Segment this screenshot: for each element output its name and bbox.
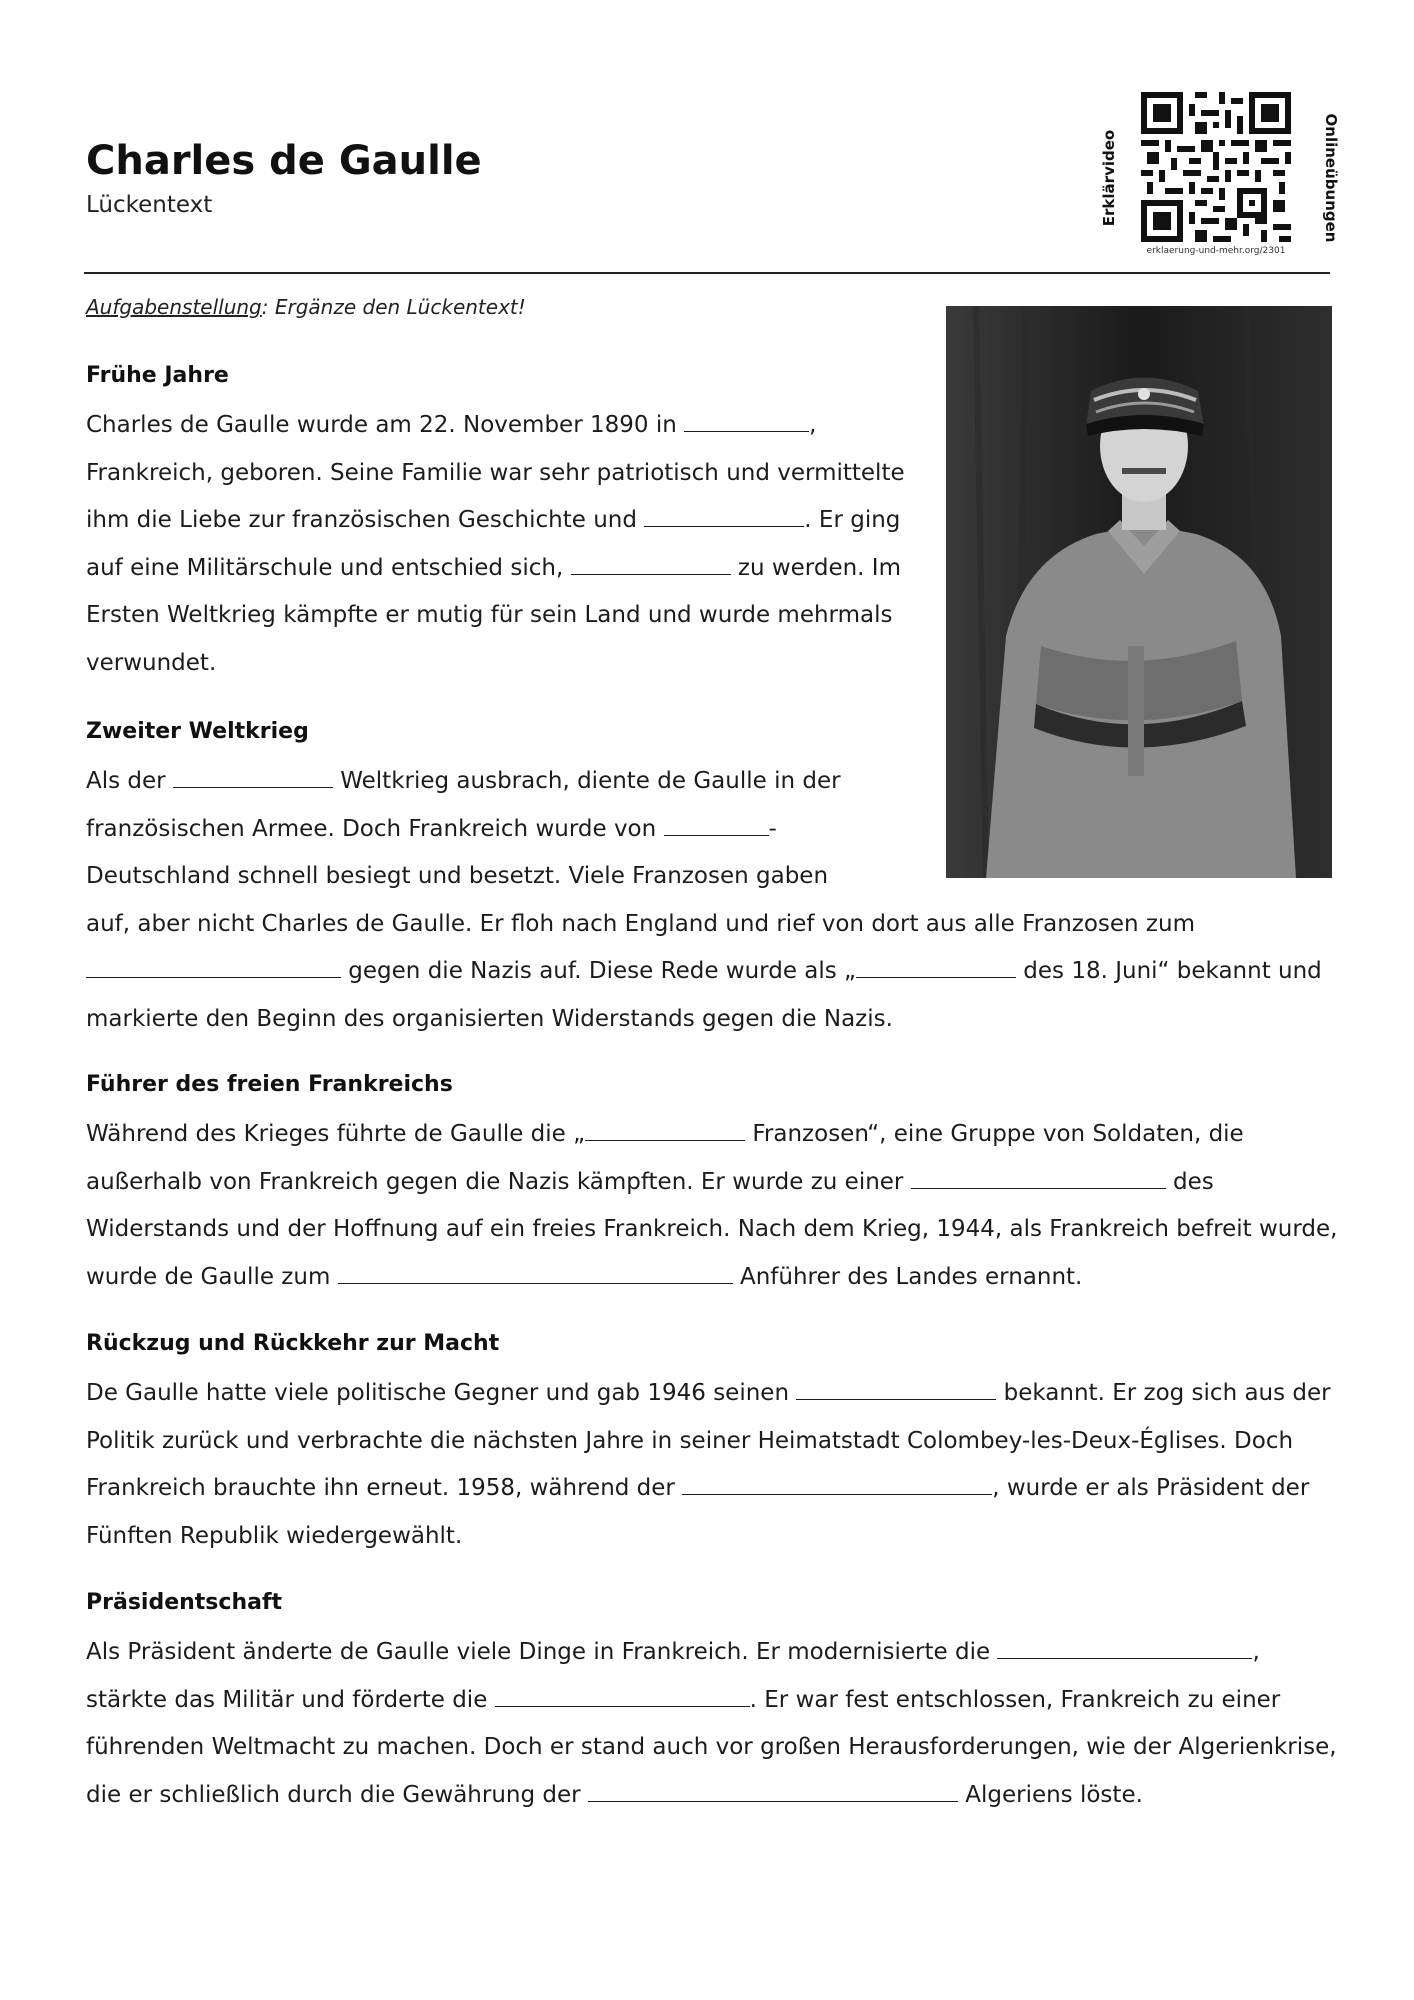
task-text: : Ergänze den Lückentext! [261,295,526,319]
blank-field[interactable] [644,504,804,527]
blank-field[interactable] [682,1472,992,1495]
text-segment: auf, aber nicht Charles de Gaulle. Er floh nach England und rief von dort aus alle Franzosen zum [86,910,1195,937]
blank-field[interactable] [856,955,1016,978]
blank-field[interactable] [911,1166,1166,1189]
blank-field[interactable] [338,1261,733,1284]
text-segment: Anführer des Landes ernannt. [732,1263,1083,1290]
text-segment: Weltkrieg ausbrach, diente de Gaulle in der französischen Armee. Doch Frankreich wurde von [86,768,841,842]
text-wrap-beside-portrait [86,758,916,901]
section-text [86,402,916,687]
onlineuebungen-label: Onlineübungen [1322,113,1340,243]
text-segment: . Er war fest entschlossen, Frankreich zu einer führenden Weltmacht zu machen. Doch er stand auch vor großen Herausforderungen, wie der Algerienkrise, die er schließlich durch die Gewährung der [86,1686,1337,1808]
qr-url: erklaerung-und-mehr.org/2301 [1146,246,1286,256]
text-segment: Als der [86,768,173,794]
text-segment: Als Präsident änderte de Gaulle viele Dinge in Frankreich. Er modernisierte die [86,1639,998,1665]
blank-field[interactable] [173,765,333,788]
blank-field[interactable] [585,1118,745,1141]
text-segment: De Gaulle hatte viele politische Gegner und gab 1946 seinen [86,1380,797,1406]
blank-field[interactable] [571,552,731,575]
section-fuehrer-freies-frankreich [86,1071,1338,1301]
section-rueckzug-und-rueckkehr [86,1330,1338,1560]
text-segment: Franzosen“, eine Gruppe von Soldaten, die außerhalb von Frankreich gegen die Nazis kämpften. Er wurde zu einer [86,1121,1244,1195]
page-title: Charles de Gaulle [86,138,482,184]
section-heading: Präsidentschaft [86,1590,283,1615]
text-segment: . Er ging auf eine Militärschule und entschied sich, [86,507,901,581]
header-divider [84,272,1330,274]
section-text [86,758,1338,1043]
page-subtitle: Lückentext [86,192,213,218]
text-segment: des Widerstands und der Hoffnung auf ein freies Frankreich. Nach dem Krieg, 1944, als Frankreich befreit wurde, wurde de Gaulle zum [86,1168,1338,1290]
text-segment: Algeriens löste. [957,1781,1143,1808]
erklaervideo-label: Erklärvideo [1100,129,1118,227]
text-segment: gegen die Nazis auf. Diese Rede wurde als „ [341,958,856,984]
text-segment: zu werden. Im Ersten Weltkrieg kämpfte er mutig für sein Land und wurde mehrmals verwundet. [86,554,901,676]
section-zweiter-weltkrieg [86,718,1338,1043]
task-instruction [86,295,526,319]
blank-field[interactable] [588,1779,958,1802]
section-heading: Führer des freien Frankreichs [86,1072,453,1097]
section-text [86,1111,1338,1301]
qr-code-icon[interactable] [1141,92,1291,242]
blank-field[interactable] [664,813,769,836]
blank-field[interactable] [796,1377,996,1400]
section-text [86,1629,1338,1819]
task-label: Aufgabenstellung [86,295,262,319]
section-fruehe-jahre [86,362,916,687]
section-praesidentschaft [86,1589,1338,1819]
text-segment: des 18. Juni“ bekannt und markierte den Beginn des organisierten Widerstands gegen die Nazis. [86,958,1322,1032]
blank-field[interactable] [684,409,809,432]
text-segment: , wurde er als Präsident der Fünften Republik wiedergewählt. [86,1475,1310,1549]
section-text [86,1370,1338,1560]
text-segment: , stärkte das Militär und förderte die [86,1639,1260,1713]
qr-right-caption [1318,92,1344,264]
text-segment: , Frankreich, geboren. Seine Familie war sehr patriotisch und vermittelte ihm die Liebe zur französischen Geschichte und [86,412,905,533]
blank-field[interactable] [86,955,341,978]
text-segment: Während des Krieges führte de Gaulle die „ [86,1121,586,1147]
section-heading: Frühe Jahre [86,363,229,388]
text-segment: bekannt. Er zog sich aus der Politik zurück und verbrachte die nächsten Jahre in seiner Heimatstadt Colombey-les-Deux-Églises. Doch Frankreich brauchte ihn erneut. 1958, während der [86,1380,1331,1501]
text-segment: Charles de Gaulle wurde am 22. November 1890 in [86,412,685,438]
qr-block [1096,92,1344,264]
blank-field[interactable] [997,1636,1252,1659]
text-segment: -Deutschland schnell besiegt und besetzt. Viele Franzosen gaben [86,815,829,889]
section-heading: Rückzug und Rückkehr zur Macht [86,1331,500,1356]
blank-field[interactable] [495,1684,750,1707]
qr-left-caption [1096,92,1122,264]
section-heading: Zweiter Weltkrieg [86,719,309,744]
